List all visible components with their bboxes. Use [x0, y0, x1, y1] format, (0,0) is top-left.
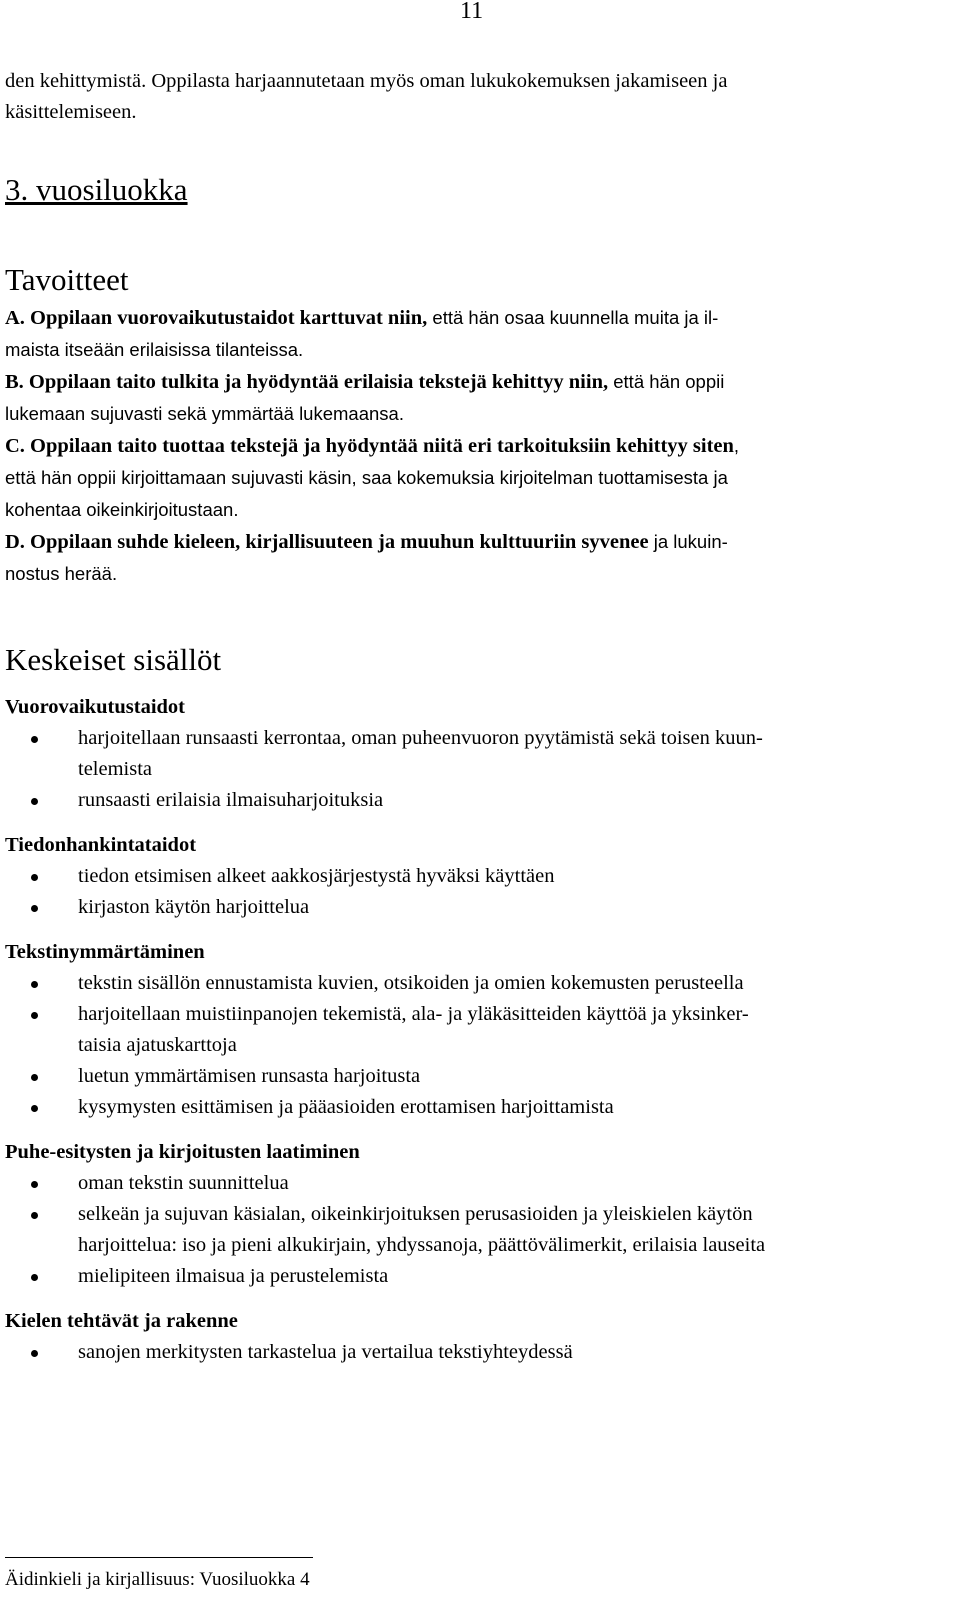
footer-divider: [5, 1557, 313, 1558]
goals-list: [5, 302, 940, 590]
goal-text: nostus herää.: [5, 563, 118, 584]
list-item: [5, 861, 940, 892]
section-vuorovaikutustaidot: [5, 692, 940, 816]
intro-line: käsittelemiseen.: [5, 101, 137, 123]
goal-text: ,: [733, 435, 740, 456]
list-item: [5, 1199, 940, 1261]
list-item: [5, 1261, 940, 1292]
list-line: runsaasti erilaisia ilmaisuharjoituksia: [78, 789, 384, 811]
list-item: [5, 999, 940, 1061]
goal-text: että hän oppii kirjoittamaan sujuvasti käsin, saa kokemuksia kirjoitelman tuottamisesta ja: [5, 467, 728, 488]
goals-heading: Tavoitteet: [5, 262, 129, 297]
list-line: kysymysten esittämisen ja pääasioiden erottamisen harjoittamista: [78, 1096, 614, 1118]
goal-lead: A. Oppilaan vuorovaikutustaidot karttuvat niin,: [5, 307, 428, 329]
goal-lead: B. Oppilaan taito tulkita ja hyödyntää erilaisia tekstejä kehittyy niin,: [5, 371, 609, 393]
goal-text: maista itseään erilaisissa tilanteissa.: [5, 339, 304, 360]
list-line: oman tekstin suunnittelua: [78, 1172, 289, 1194]
page-number: 11: [460, 0, 484, 24]
section-title: Kielen tehtävät ja rakenne: [5, 1310, 238, 1332]
list-line: kirjaston käytön harjoittelua: [78, 896, 310, 918]
intro-paragraph: [5, 66, 940, 128]
list-item: [5, 785, 940, 816]
list-line: selkeän ja sujuvan käsialan, oikeinkirjoituksen perusasioiden ja yleiskielen käytön: [78, 1203, 753, 1225]
list-item: [5, 1061, 940, 1092]
page-footer: Äidinkieli ja kirjallisuus: Vuosiluokka 4: [5, 1569, 310, 1590]
grade-heading: 3. vuosiluokka: [5, 172, 188, 207]
list-item: [5, 1337, 940, 1368]
list-item: [5, 892, 940, 923]
bullet-list: [5, 968, 940, 1123]
list-line: taisia ajatuskarttoja: [78, 1034, 237, 1056]
goal-item: [5, 526, 940, 590]
section-puhe-esitysten: [5, 1137, 940, 1292]
section-title: Puhe-esitysten ja kirjoitusten laatiminen: [5, 1141, 360, 1163]
goal-lead: C. Oppilaan taito tuottaa tekstejä ja hyödyntää niitä eri tarkoituksiin kehittyy siten: [5, 435, 734, 457]
goal-text: kohentaa oikeinkirjoitustaan.: [5, 499, 239, 520]
goal-text: ja lukuin-: [648, 531, 728, 552]
intro-line: den kehittymistä. Oppilasta harjaannutetaan myös oman lukukokemuksen jakamiseen ja: [5, 70, 728, 92]
list-item: [5, 968, 940, 999]
goal-text: että hän oppii: [608, 371, 725, 392]
goal-text: lukemaan sujuvasti sekä ymmärtää lukemaansa.: [5, 403, 404, 424]
section-title: Vuorovaikutustaidot: [5, 696, 186, 718]
list-line: tekstin sisällön ennustamista kuvien, otsikoiden ja omien kokemusten perusteella: [78, 972, 744, 994]
list-item: [5, 1092, 940, 1123]
section-title: Tekstinymmärtäminen: [5, 941, 205, 963]
list-line: sanojen merkitysten tarkastelua ja vertailua tekstiyhteydessä: [78, 1341, 573, 1363]
document-body: [5, 66, 940, 1368]
list-line: harjoitellaan runsaasti kerrontaa, oman puheenvuoron pyytämistä sekä toisen kuun-: [78, 727, 763, 749]
section-tekstinymmartaminen: [5, 937, 940, 1123]
section-kielen-tehtavat: [5, 1306, 940, 1368]
list-line: harjoittelua: iso ja pieni alkukirjain, yhdyssanoja, päättövälimerkit, erilaisia lauseita: [78, 1234, 766, 1256]
goal-item: [5, 430, 940, 526]
list-line: luetun ymmärtämisen runsasta harjoitusta: [78, 1065, 421, 1087]
bullet-list: [5, 861, 940, 923]
goal-item: [5, 302, 940, 366]
section-tiedonhankintataidot: [5, 830, 940, 923]
goal-text: että hän osaa kuunnella muita ja il-: [427, 307, 719, 328]
list-line: tiedon etsimisen alkeet aakkosjärjestystä hyväksi käyttäen: [78, 865, 555, 887]
section-title: Tiedonhankintataidot: [5, 834, 197, 856]
list-item: [5, 723, 940, 785]
goal-lead: D. Oppilaan suhde kieleen, kirjallisuuteen ja muuhun kulttuuriin syvenee: [5, 531, 649, 553]
contents-heading: Keskeiset sisällöt: [5, 642, 222, 677]
bullet-list: [5, 723, 940, 816]
list-item: [5, 1168, 940, 1199]
list-line: harjoitellaan muistiinpanojen tekemistä, ala- ja yläkäsitteiden käyttöä ja yksinker-: [78, 1003, 749, 1025]
bullet-list: [5, 1337, 940, 1368]
list-line: telemista: [78, 758, 153, 780]
goal-item: [5, 366, 940, 430]
list-line: mielipiteen ilmaisua ja perustelemista: [78, 1265, 389, 1287]
bullet-list: [5, 1168, 940, 1292]
